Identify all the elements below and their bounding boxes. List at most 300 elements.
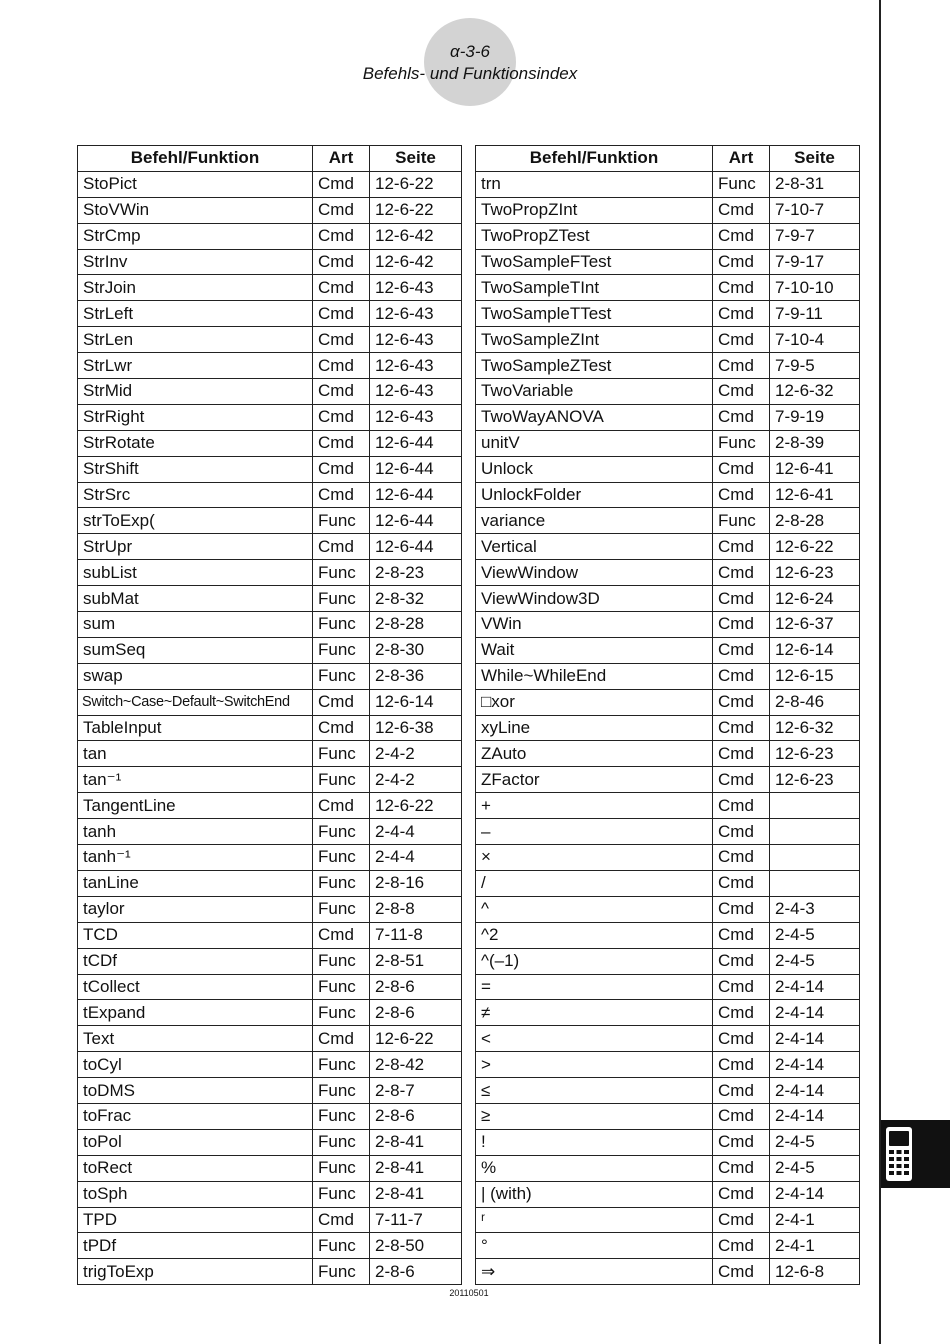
table-row [78,197,462,223]
command-name: ⇒ [476,1259,713,1285]
table-row [476,1207,860,1233]
command-type: Cmd [713,948,770,974]
command-type: Func [313,637,370,663]
page-reference: 2-8-41 [370,1129,462,1155]
page-reference: 2-8-30 [370,637,462,663]
command-name: StrInv [78,249,313,275]
command-name: tan [78,741,313,767]
command-type: Cmd [713,327,770,353]
page-reference: 7-9-19 [770,404,860,430]
command-name: StrCmp [78,223,313,249]
command-type: Cmd [713,1103,770,1129]
page-reference: 2-4-14 [770,1000,860,1026]
command-name: / [476,870,713,896]
command-type: Cmd [713,560,770,586]
page-reference: 2-4-5 [770,922,860,948]
table-row [78,353,462,379]
page-reference: 2-4-14 [770,974,860,1000]
command-type: Cmd [313,353,370,379]
command-name: StoPict [78,171,313,197]
command-type: Func [313,1078,370,1104]
page-reference: 2-8-8 [370,896,462,922]
page-reference: 2-8-28 [370,612,462,638]
command-name: Vertical [476,534,713,560]
command-name: toPol [78,1129,313,1155]
command-type: Cmd [713,404,770,430]
table-row [78,223,462,249]
table-row [78,637,462,663]
table-row [78,404,462,430]
page-reference: 2-8-6 [370,1259,462,1285]
table-row [78,1259,462,1285]
command-type: Func [313,1000,370,1026]
command-name: StrLeft [78,301,313,327]
page-reference: 2-4-14 [770,1052,860,1078]
command-type: Cmd [313,793,370,819]
command-name: ^2 [476,922,713,948]
command-type: Func [313,1181,370,1207]
page-reference: 12-6-43 [370,301,462,327]
page-reference: 2-8-7 [370,1078,462,1104]
command-type: Cmd [313,197,370,223]
command-name: StrRight [78,404,313,430]
page-reference: 12-6-43 [370,379,462,405]
table-row [78,715,462,741]
command-type: Cmd [313,171,370,197]
command-name: StrShift [78,456,313,482]
column-header-seite: Seite [370,146,462,172]
command-name: tCollect [78,974,313,1000]
table-row [78,663,462,689]
command-name: TwoPropZInt [476,197,713,223]
table-row [476,715,860,741]
command-type: Cmd [313,1026,370,1052]
table-row [78,1052,462,1078]
page-reference: 7-11-8 [370,922,462,948]
command-type: Cmd [313,534,370,560]
page-number: α-3-6 [450,42,490,61]
command-name: toDMS [78,1078,313,1104]
table-row [476,1233,860,1259]
command-name: ≠ [476,1000,713,1026]
command-name: TwoSampleZInt [476,327,713,353]
table-row [78,612,462,638]
command-name: xyLine [476,715,713,741]
command-type: Cmd [313,1207,370,1233]
table-row [78,586,462,612]
command-type: Cmd [713,715,770,741]
page-reference: 7-10-10 [770,275,860,301]
command-name: trigToExp [78,1259,313,1285]
command-type: Cmd [313,327,370,353]
table-row [476,379,860,405]
command-name: sum [78,612,313,638]
command-name: unitV [476,430,713,456]
command-type: Cmd [713,456,770,482]
table-row [78,560,462,586]
command-type: Func [313,663,370,689]
command-name: toFrac [78,1103,313,1129]
table-row [78,741,462,767]
table-row [78,1129,462,1155]
table-row [78,767,462,793]
command-type: Func [313,1155,370,1181]
table-row [476,482,860,508]
page-reference: 2-8-41 [370,1181,462,1207]
table-row [78,534,462,560]
page-reference: 12-6-22 [370,171,462,197]
command-type: Cmd [313,430,370,456]
command-type: Cmd [313,404,370,430]
table-row [476,689,860,715]
command-type: Cmd [713,1259,770,1285]
table-row [476,612,860,638]
table-row [78,819,462,845]
command-type: Cmd [713,1052,770,1078]
page-reference: 12-6-22 [770,534,860,560]
command-type: Cmd [713,197,770,223]
footer-code: 20110501 [449,1288,489,1298]
page-reference: 2-4-14 [770,1078,860,1104]
table-row [476,1259,860,1285]
command-name: toSph [78,1181,313,1207]
command-type: Func [313,845,370,871]
page-reference: 2-4-1 [770,1207,860,1233]
table-row [476,223,860,249]
command-name: TCD [78,922,313,948]
table-row [476,870,860,896]
command-name: ^ [476,896,713,922]
page-reference [770,793,860,819]
page-reference: 12-6-37 [770,612,860,638]
command-name: strToExp( [78,508,313,534]
table-row [78,1233,462,1259]
page-reference: 2-4-14 [770,1026,860,1052]
command-type: Func [313,612,370,638]
command-type: Func [713,171,770,197]
command-name: ! [476,1129,713,1155]
table-row [78,1078,462,1104]
table-row [476,249,860,275]
table-row [476,1129,860,1155]
command-type: Cmd [313,275,370,301]
table-row [476,353,860,379]
page-reference: 7-9-5 [770,353,860,379]
command-name: ViewWindow3D [476,586,713,612]
page-reference: 12-6-32 [770,715,860,741]
command-type: Func [313,508,370,534]
table-row [78,1000,462,1026]
command-type: Cmd [313,456,370,482]
table-row [476,1103,860,1129]
command-name: ^(–1) [476,948,713,974]
table-row [476,741,860,767]
table-row [78,1181,462,1207]
page-reference: 7-11-7 [370,1207,462,1233]
command-type: Func [313,974,370,1000]
command-type: Cmd [713,1129,770,1155]
chapter-tab [881,1120,950,1188]
page-title: Befehls- und Funktionsindex [362,64,578,83]
page-reference: 12-6-44 [370,482,462,508]
command-name: | (with) [476,1181,713,1207]
command-name: While~WhileEnd [476,663,713,689]
page-reference: 2-4-5 [770,1129,860,1155]
table-header-row [476,146,860,172]
command-name: tanh⁻¹ [78,845,313,871]
table-row [78,870,462,896]
table-row [476,508,860,534]
command-name: TwoVariable [476,379,713,405]
table-row [78,171,462,197]
command-name: ° [476,1233,713,1259]
table-row [78,1103,462,1129]
command-name: StrUpr [78,534,313,560]
page-reference: 12-6-42 [370,249,462,275]
table-row [476,767,860,793]
table-row [78,1155,462,1181]
command-type: Func [313,819,370,845]
command-name: ʳ [476,1207,713,1233]
table-row [476,637,860,663]
command-type: Cmd [713,612,770,638]
command-type: Cmd [713,1000,770,1026]
command-name: TwoSampleFTest [476,249,713,275]
table-row [78,301,462,327]
command-name: > [476,1052,713,1078]
command-type: Func [313,560,370,586]
command-name: UnlockFolder [476,482,713,508]
command-name: taylor [78,896,313,922]
index-table-left [77,145,462,1285]
command-name: subMat [78,586,313,612]
table-row [476,948,860,974]
command-type: Cmd [313,715,370,741]
table-row [476,430,860,456]
table-row [476,197,860,223]
command-name: Wait [476,637,713,663]
page-reference: 12-6-22 [370,1026,462,1052]
column-header-befehl: Befehl/Funktion [476,146,713,172]
command-type: Cmd [713,637,770,663]
page-reference: 2-4-2 [370,767,462,793]
page-reference: 7-10-4 [770,327,860,353]
page-reference: 12-6-43 [370,275,462,301]
command-type: Cmd [313,223,370,249]
command-name: sumSeq [78,637,313,663]
index-table-left-body [78,171,462,1284]
command-name: tanLine [78,870,313,896]
table-row [78,896,462,922]
page-reference: 2-4-14 [770,1181,860,1207]
table-row [476,819,860,845]
command-type: Func [713,430,770,456]
column-header-befehl: Befehl/Funktion [78,146,313,172]
page-reference: 12-6-43 [370,327,462,353]
page-reference: 7-9-7 [770,223,860,249]
page-reference [770,845,860,871]
table-header-row [78,146,462,172]
header-circle [424,18,516,106]
table-row [476,534,860,560]
page-reference: 2-4-5 [770,1155,860,1181]
table-row [476,586,860,612]
table-row [78,456,462,482]
command-type: Cmd [713,534,770,560]
table-row [476,404,860,430]
command-type: Cmd [713,870,770,896]
command-type: Cmd [713,819,770,845]
command-name: × [476,845,713,871]
table-row [476,922,860,948]
table-row [476,845,860,871]
command-type: Func [313,1103,370,1129]
command-type: Cmd [713,223,770,249]
page-reference: 12-6-23 [770,560,860,586]
command-name: TangentLine [78,793,313,819]
command-type: Cmd [713,1155,770,1181]
command-name: tPDf [78,1233,313,1259]
command-name: ZFactor [476,767,713,793]
page-reference: 12-6-42 [370,223,462,249]
command-type: Cmd [713,663,770,689]
table-row [476,301,860,327]
page-reference: 2-8-16 [370,870,462,896]
command-name: tExpand [78,1000,313,1026]
page-reference: 2-8-31 [770,171,860,197]
command-type: Cmd [713,482,770,508]
page-reference: 2-4-4 [370,845,462,871]
command-type: Func [313,1259,370,1285]
command-type: Cmd [713,1026,770,1052]
page-reference: 12-6-41 [770,482,860,508]
page-reference: 12-6-24 [770,586,860,612]
table-row [476,327,860,353]
page-reference: 2-4-5 [770,948,860,974]
page-reference: 2-8-46 [770,689,860,715]
command-type: Func [313,1129,370,1155]
page-reference [770,870,860,896]
table-row [78,974,462,1000]
command-name: Switch~Case~Default~SwitchEnd [78,689,313,715]
page-reference: 7-10-7 [770,197,860,223]
table-row [476,1000,860,1026]
command-type: Cmd [713,741,770,767]
table-row [78,275,462,301]
command-name: tan⁻¹ [78,767,313,793]
command-type: Func [313,741,370,767]
page-reference: 12-6-44 [370,456,462,482]
command-name: variance [476,508,713,534]
table-row [78,379,462,405]
page-reference: 12-6-8 [770,1259,860,1285]
table-row [476,560,860,586]
page-reference: 12-6-43 [370,404,462,430]
page-reference: 2-4-4 [370,819,462,845]
index-table-right-body [476,171,860,1284]
table-row [476,1052,860,1078]
command-type: Cmd [713,1233,770,1259]
command-type: Cmd [713,379,770,405]
page-reference: 2-4-1 [770,1233,860,1259]
table-row [476,793,860,819]
table-row [78,922,462,948]
page-reference: 2-8-6 [370,974,462,1000]
page-reference: 12-6-44 [370,508,462,534]
command-type: Cmd [713,353,770,379]
page-reference: 2-8-39 [770,430,860,456]
table-row [476,1026,860,1052]
command-name: StoVWin [78,197,313,223]
page-reference: 12-6-22 [370,793,462,819]
page-reference: 2-8-51 [370,948,462,974]
table-row [476,171,860,197]
command-name: StrLwr [78,353,313,379]
command-type: Func [313,767,370,793]
table-row [78,793,462,819]
command-name: subList [78,560,313,586]
command-type: Cmd [713,845,770,871]
calculator-icon [885,1126,913,1182]
command-name: StrJoin [78,275,313,301]
page-reference: 12-6-43 [370,353,462,379]
command-type: Func [313,870,370,896]
command-type: Func [313,1052,370,1078]
table-row [476,1078,860,1104]
page-reference: 2-8-32 [370,586,462,612]
command-type: Cmd [313,922,370,948]
command-name: % [476,1155,713,1181]
command-type: Cmd [713,586,770,612]
command-name: < [476,1026,713,1052]
command-type: Cmd [713,1207,770,1233]
command-type: Cmd [713,301,770,327]
page-reference: 7-9-11 [770,301,860,327]
command-name: swap [78,663,313,689]
page-reference: 2-8-6 [370,1000,462,1026]
page-reference: 12-6-44 [370,534,462,560]
table-row [78,689,462,715]
table-row [78,327,462,353]
page-reference: 12-6-23 [770,767,860,793]
page-reference: 12-6-38 [370,715,462,741]
page-reference: 2-8-6 [370,1103,462,1129]
command-name: ViewWindow [476,560,713,586]
page-reference: 2-8-50 [370,1233,462,1259]
table-row [78,1026,462,1052]
index-table-right [475,145,860,1285]
command-name: tanh [78,819,313,845]
page-reference: 2-4-3 [770,896,860,922]
command-name: + [476,793,713,819]
command-type: Func [313,896,370,922]
page-reference: 12-6-15 [770,663,860,689]
command-type: Cmd [713,767,770,793]
page-reference: 2-8-28 [770,508,860,534]
command-name: = [476,974,713,1000]
page-reference: 7-9-17 [770,249,860,275]
command-name: TwoPropZTest [476,223,713,249]
command-name: VWin [476,612,713,638]
command-name: – [476,819,713,845]
table-row [78,482,462,508]
table-row [476,974,860,1000]
command-name: StrMid [78,379,313,405]
table-row [78,430,462,456]
table-row [476,456,860,482]
page-reference: 2-8-41 [370,1155,462,1181]
command-type: Cmd [313,249,370,275]
